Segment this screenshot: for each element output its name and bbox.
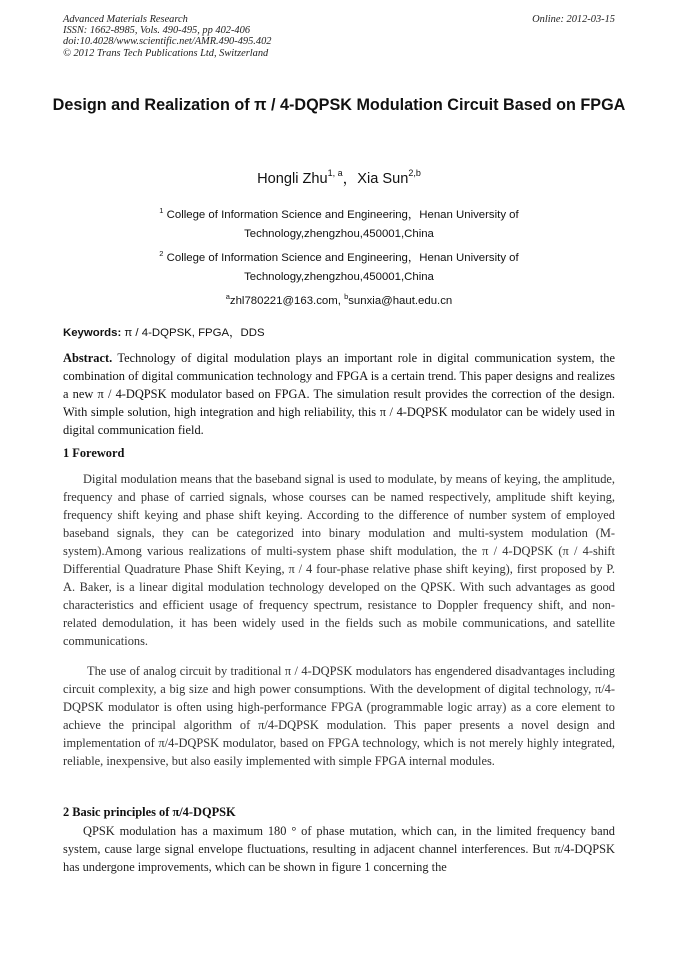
author-name: Hongli Zhu	[257, 171, 328, 187]
author-name: Xia Sun	[357, 171, 409, 187]
affiliation-text: College of Information Science and Engineering，Henan University of Technology,zhengzhou,450001,China	[166, 252, 519, 283]
author-line	[0, 167, 678, 188]
keywords	[63, 324, 265, 340]
keywords-text: π / 4-DQPSK, FPGA，DDS	[121, 327, 265, 339]
email-separator: ,	[337, 295, 345, 307]
paragraph: Digital modulation means that the baseband signal is used to modulate, by means of keying, the amplitude, frequency and phase of carried signals, whose courses can be named respectively, amplitude shift keying, frequency shift keying and phase shift keying. According to the difference of number system of employed baseband signals, they can be categorized into binary modulation and multi-system modulation (M-system).Among various realizations of multi-system phase shift modulation, the π / 4-DQPSK (π / 4-shift Differential Quadrature Phase Shift Keying, π / 4 four-phase relative phase shift keying), first proposed by P. A. Baker, is a linear digital modulation technology developed on the QPSK. With such advantages as good characteristics and efficient usage of frequency spectrum, resistance to Doppler frequency shift, and non-related demodulation, it has been widely used in the fields such as mobile communications, and satellite communications.	[63, 472, 615, 648]
author-separator: ，	[342, 171, 358, 187]
author-superscript: 2,b	[408, 168, 421, 178]
email-link[interactable]: sunxia@haut.edu.cn	[348, 295, 453, 307]
paragraph: QPSK modulation has a maximum 180 ° of phase mutation, which can, in the limited frequency band system, cause large signal envelope fluctuations, resulting in adjacent channel interferences. But π/4-DQPSK has undergone improvements, which can be shown in figure 1 concerning the	[63, 824, 615, 874]
author-superscript: 1, a	[327, 168, 343, 178]
issn-line: ISSN: 1662-8985, Vols. 490-495, pp 402-406	[63, 25, 251, 37]
abstract-label: Abstract.	[63, 351, 113, 365]
affiliation-superscript: 2	[159, 249, 164, 258]
doi-line[interactable]: doi:10.4028/www.scientific.net/AMR.490-495.402	[63, 36, 272, 48]
affiliation-superscript: 1	[159, 206, 164, 215]
journal-header	[63, 14, 271, 59]
email-line	[0, 292, 678, 307]
affiliation	[120, 244, 558, 287]
keywords-label: Keywords:	[63, 327, 122, 339]
paragraph: The use of analog circuit by traditional π / 4-DQPSK modulators has engendered disadvantages including circuit complexity, a big size and high power consumptions. With the development of digital technology, π/4-DQPSK modulator is often using high-performance FPGA (programmable logic array) as a core element to achieve the principal algorithm of π/4-DQPSK modulation. This paper presents a novel design and implementation of π/4-DQPSK modulator, based on FPGA technology, which is not merely highly integrated, reliable, inexpensive, but also easily implemented with simple FPGA internal modules.	[63, 664, 615, 768]
affiliation	[120, 201, 558, 244]
affiliation-text: College of Information Science and Engineering，Henan University of Technology,zhengzhou,450001,China	[166, 209, 519, 240]
section-heading: 2 Basic principles of π/4-DQPSK	[63, 805, 236, 819]
paper-title: Design and Realization of π / 4-DQPSK Modulation Circuit Based on FPGA	[52, 96, 626, 114]
abstract-text: Technology of digital modulation plays an important role in digital communication system, the combination of digital communication technology and FPGA is a certain trend. This paper designs and realizes a new π / 4-DQPSK modulator based on FPGA. The simulation result provides the correction of the design. With simple solution, high integration and high reliability, this π / 4-DQPSK modulator can be widely used in digital communication field.	[63, 351, 615, 437]
email-link[interactable]: zhl780221@163.com	[229, 295, 338, 307]
copyright-line: © 2012 Trans Tech Publications Ltd, Switzerland	[63, 47, 269, 59]
email-superscript: a	[225, 292, 230, 301]
email-superscript: b	[344, 292, 349, 301]
section-heading: 1 Foreword	[63, 446, 125, 460]
online-date: Online: 2012-03-15	[532, 14, 615, 25]
journal-name: Advanced Materials Research	[63, 14, 188, 25]
abstract	[63, 349, 615, 439]
